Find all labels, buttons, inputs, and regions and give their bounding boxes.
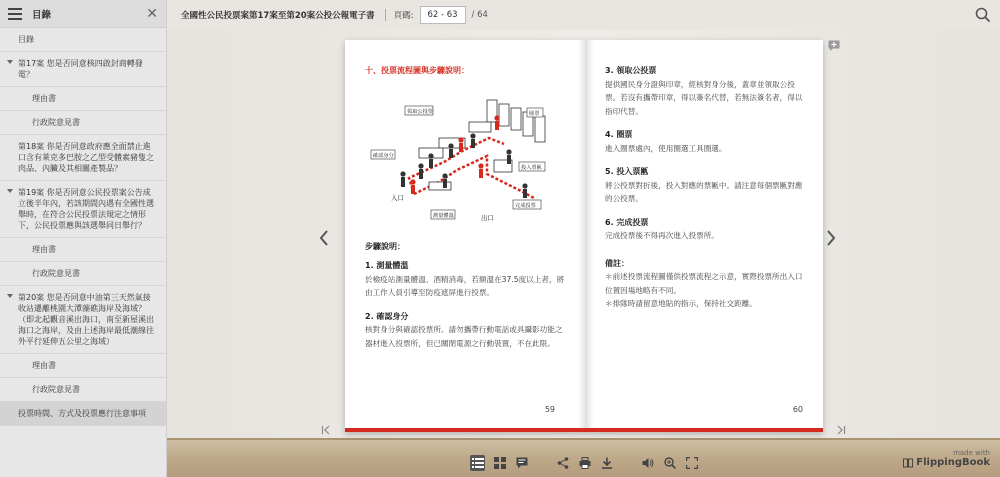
- last-page-icon[interactable]: [836, 425, 846, 435]
- toc-item-label: 理由書: [32, 245, 56, 254]
- steps-title: 步驟說明：: [365, 241, 405, 251]
- toc-item-label: 第17案 您是否同意核四啟封商轉發電？: [18, 59, 143, 79]
- search-icon[interactable]: [974, 6, 992, 24]
- step-2-body: 核對身分與確認投票所。請勿攜帶行動電話或具攝影功能之器材進入投票所，但已關閉電源之行動裝置，不在此限。: [365, 325, 563, 348]
- toc-item[interactable]: [0, 354, 166, 378]
- previous-page-arrow-icon[interactable]: [318, 229, 330, 247]
- toc-item-label: 理由書: [32, 94, 56, 103]
- step-2-heading: 2. 確認身分: [365, 311, 409, 321]
- fullscreen-icon[interactable]: [685, 455, 700, 471]
- brand-name-text: FlippingBook: [916, 457, 990, 468]
- section-title: 十、投票流程圖與步驟說明：: [365, 66, 469, 75]
- brand-name: [903, 457, 990, 468]
- toc-item-label: 行政院意見書: [32, 385, 80, 394]
- list-icon: [8, 8, 22, 20]
- page-number-input[interactable]: [420, 6, 466, 24]
- toc-item-label: 投票時間、方式及投票應行注意事項: [18, 409, 146, 418]
- toc-item-label: 行政院意見書: [32, 118, 80, 127]
- toc-item[interactable]: [0, 87, 166, 111]
- toc-item[interactable]: [0, 378, 166, 402]
- book-title: 全國性公民投票案第17案至第20案公投公報電子書: [181, 11, 375, 21]
- label-mark: 圈票: [529, 110, 540, 117]
- toc-item-label: 理由書: [32, 361, 56, 370]
- note-2: ＊排隊時請留意地貼的指示，保持社交距離。: [605, 299, 757, 308]
- left-page: [345, 40, 585, 432]
- zoom-icon[interactable]: [662, 455, 677, 471]
- toc-title: 目錄: [32, 9, 52, 21]
- page-total: / 64: [471, 10, 488, 20]
- label-entrance: 入口: [391, 193, 404, 202]
- toc-item-label: 第19案 你是否同意公民投票案公告成立後半年內，若該期間內遇有全國性選舉時，在符合公民投票法規定之情形下，公民投票應與該選舉同日舉行？: [18, 188, 154, 230]
- next-page-arrow-icon[interactable]: [825, 229, 837, 247]
- chevron-down-icon[interactable]: [7, 294, 13, 298]
- toc-item[interactable]: [0, 28, 166, 52]
- print-icon[interactable]: [577, 455, 592, 471]
- top-bar: [167, 0, 1000, 30]
- left-page-number: 59: [544, 404, 555, 414]
- flippingbook-logo-icon: [903, 458, 913, 468]
- chevron-down-icon[interactable]: [7, 189, 13, 193]
- toc-sidebar: [0, 0, 167, 477]
- share-icon[interactable]: [555, 455, 570, 471]
- toc-list: [0, 28, 166, 426]
- toc-toggle-icon[interactable]: [470, 455, 485, 471]
- step-6-body: 完成投票後不得再次進入投票所。: [605, 231, 719, 240]
- right-page: [585, 40, 823, 432]
- chevron-down-icon[interactable]: [7, 60, 13, 64]
- add-note-icon[interactable]: [828, 40, 840, 51]
- notes-icon[interactable]: [514, 455, 529, 471]
- step-1-body: 於檢疫站測量體溫、酒精消毒，若額溫在37.5度以上者，將由工作人員引導至防疫遮屏進行投票。: [365, 274, 565, 297]
- first-page-icon[interactable]: [321, 425, 331, 435]
- toc-item[interactable]: [0, 238, 166, 262]
- toc-item[interactable]: [0, 111, 166, 135]
- toc-item[interactable]: [0, 52, 166, 87]
- thumbnails-icon[interactable]: [492, 455, 507, 471]
- flippingbook-brand[interactable]: [903, 449, 990, 468]
- step-4-heading: 4. 圈票: [605, 130, 633, 139]
- divider: [385, 9, 386, 21]
- voting-flow-illustration: [369, 82, 554, 230]
- step-4-body: 進入圈票處內，使用圈選工具圈選。: [605, 143, 727, 153]
- toc-item[interactable]: [0, 402, 166, 426]
- open-book[interactable]: [345, 40, 823, 432]
- toc-header: [0, 0, 166, 28]
- toc-item-label: 行政院意見書: [32, 269, 80, 278]
- note-1: ＊前述投票流程圖僅供投票流程之示意，實際投票所出入口位置因場地略有不同。: [605, 272, 803, 295]
- label-verify: 確認身分: [373, 152, 394, 159]
- toc-item-label: 第20案 您是否同意中油第三天然氣接收站遷離桃園大潭藻礁海岸及海域？（即北起觀音溪出海口，南至新屋溪出海口之海岸，及由上述海岸最低潮線往外平行延伸五公里之海域）: [18, 293, 154, 346]
- step-1-heading: 1. 測量體溫: [365, 261, 409, 270]
- label-done: 完成投票: [515, 202, 536, 209]
- sound-icon[interactable]: [640, 455, 655, 471]
- step-6-heading: 6. 完成投票: [605, 217, 649, 227]
- toc-item[interactable]: [0, 286, 166, 354]
- page-bottom-red-band: [345, 428, 823, 432]
- download-icon[interactable]: [600, 455, 615, 471]
- notes-heading: 備註：: [605, 258, 629, 268]
- step-5-body: 將公投票對折後，投入對應的票匭中。請注意每個票匭對應的公投票。: [605, 180, 803, 203]
- label-exit: 出口: [481, 213, 494, 222]
- right-page-number: 60: [792, 404, 803, 414]
- toc-item-label: 第18案 你是否同意政府應全面禁止進口含有萊克多巴胺之乙型受體素豬隻之肉品、內臟及其相關產製品？: [18, 142, 154, 173]
- label-cast: 投入票匭: [521, 164, 542, 171]
- close-icon[interactable]: ✕: [146, 5, 158, 22]
- page-label: 頁碼:: [393, 11, 414, 21]
- label-id-check: 領取公投票: [407, 108, 433, 115]
- bottom-toolbar: [470, 452, 700, 474]
- toc-item[interactable]: [0, 135, 166, 181]
- toc-item[interactable]: [0, 181, 166, 238]
- toc-item-label: 目錄: [18, 35, 34, 44]
- step-3-body: 提供國民身分證與印章，經核對身分後，蓋章並領取公投票。若沒有攜帶印章，得以簽名代替，若無法簽名者，得以指印代替。: [605, 79, 803, 116]
- made-with-label: made with: [953, 449, 990, 457]
- book-spine-shadow: [578, 40, 594, 432]
- step-5-heading: 5. 投入票匭: [605, 167, 649, 176]
- label-temp: 測量體溫: [433, 212, 454, 219]
- toc-item[interactable]: [0, 262, 166, 286]
- step-3-heading: 3. 領取公投票: [605, 66, 657, 75]
